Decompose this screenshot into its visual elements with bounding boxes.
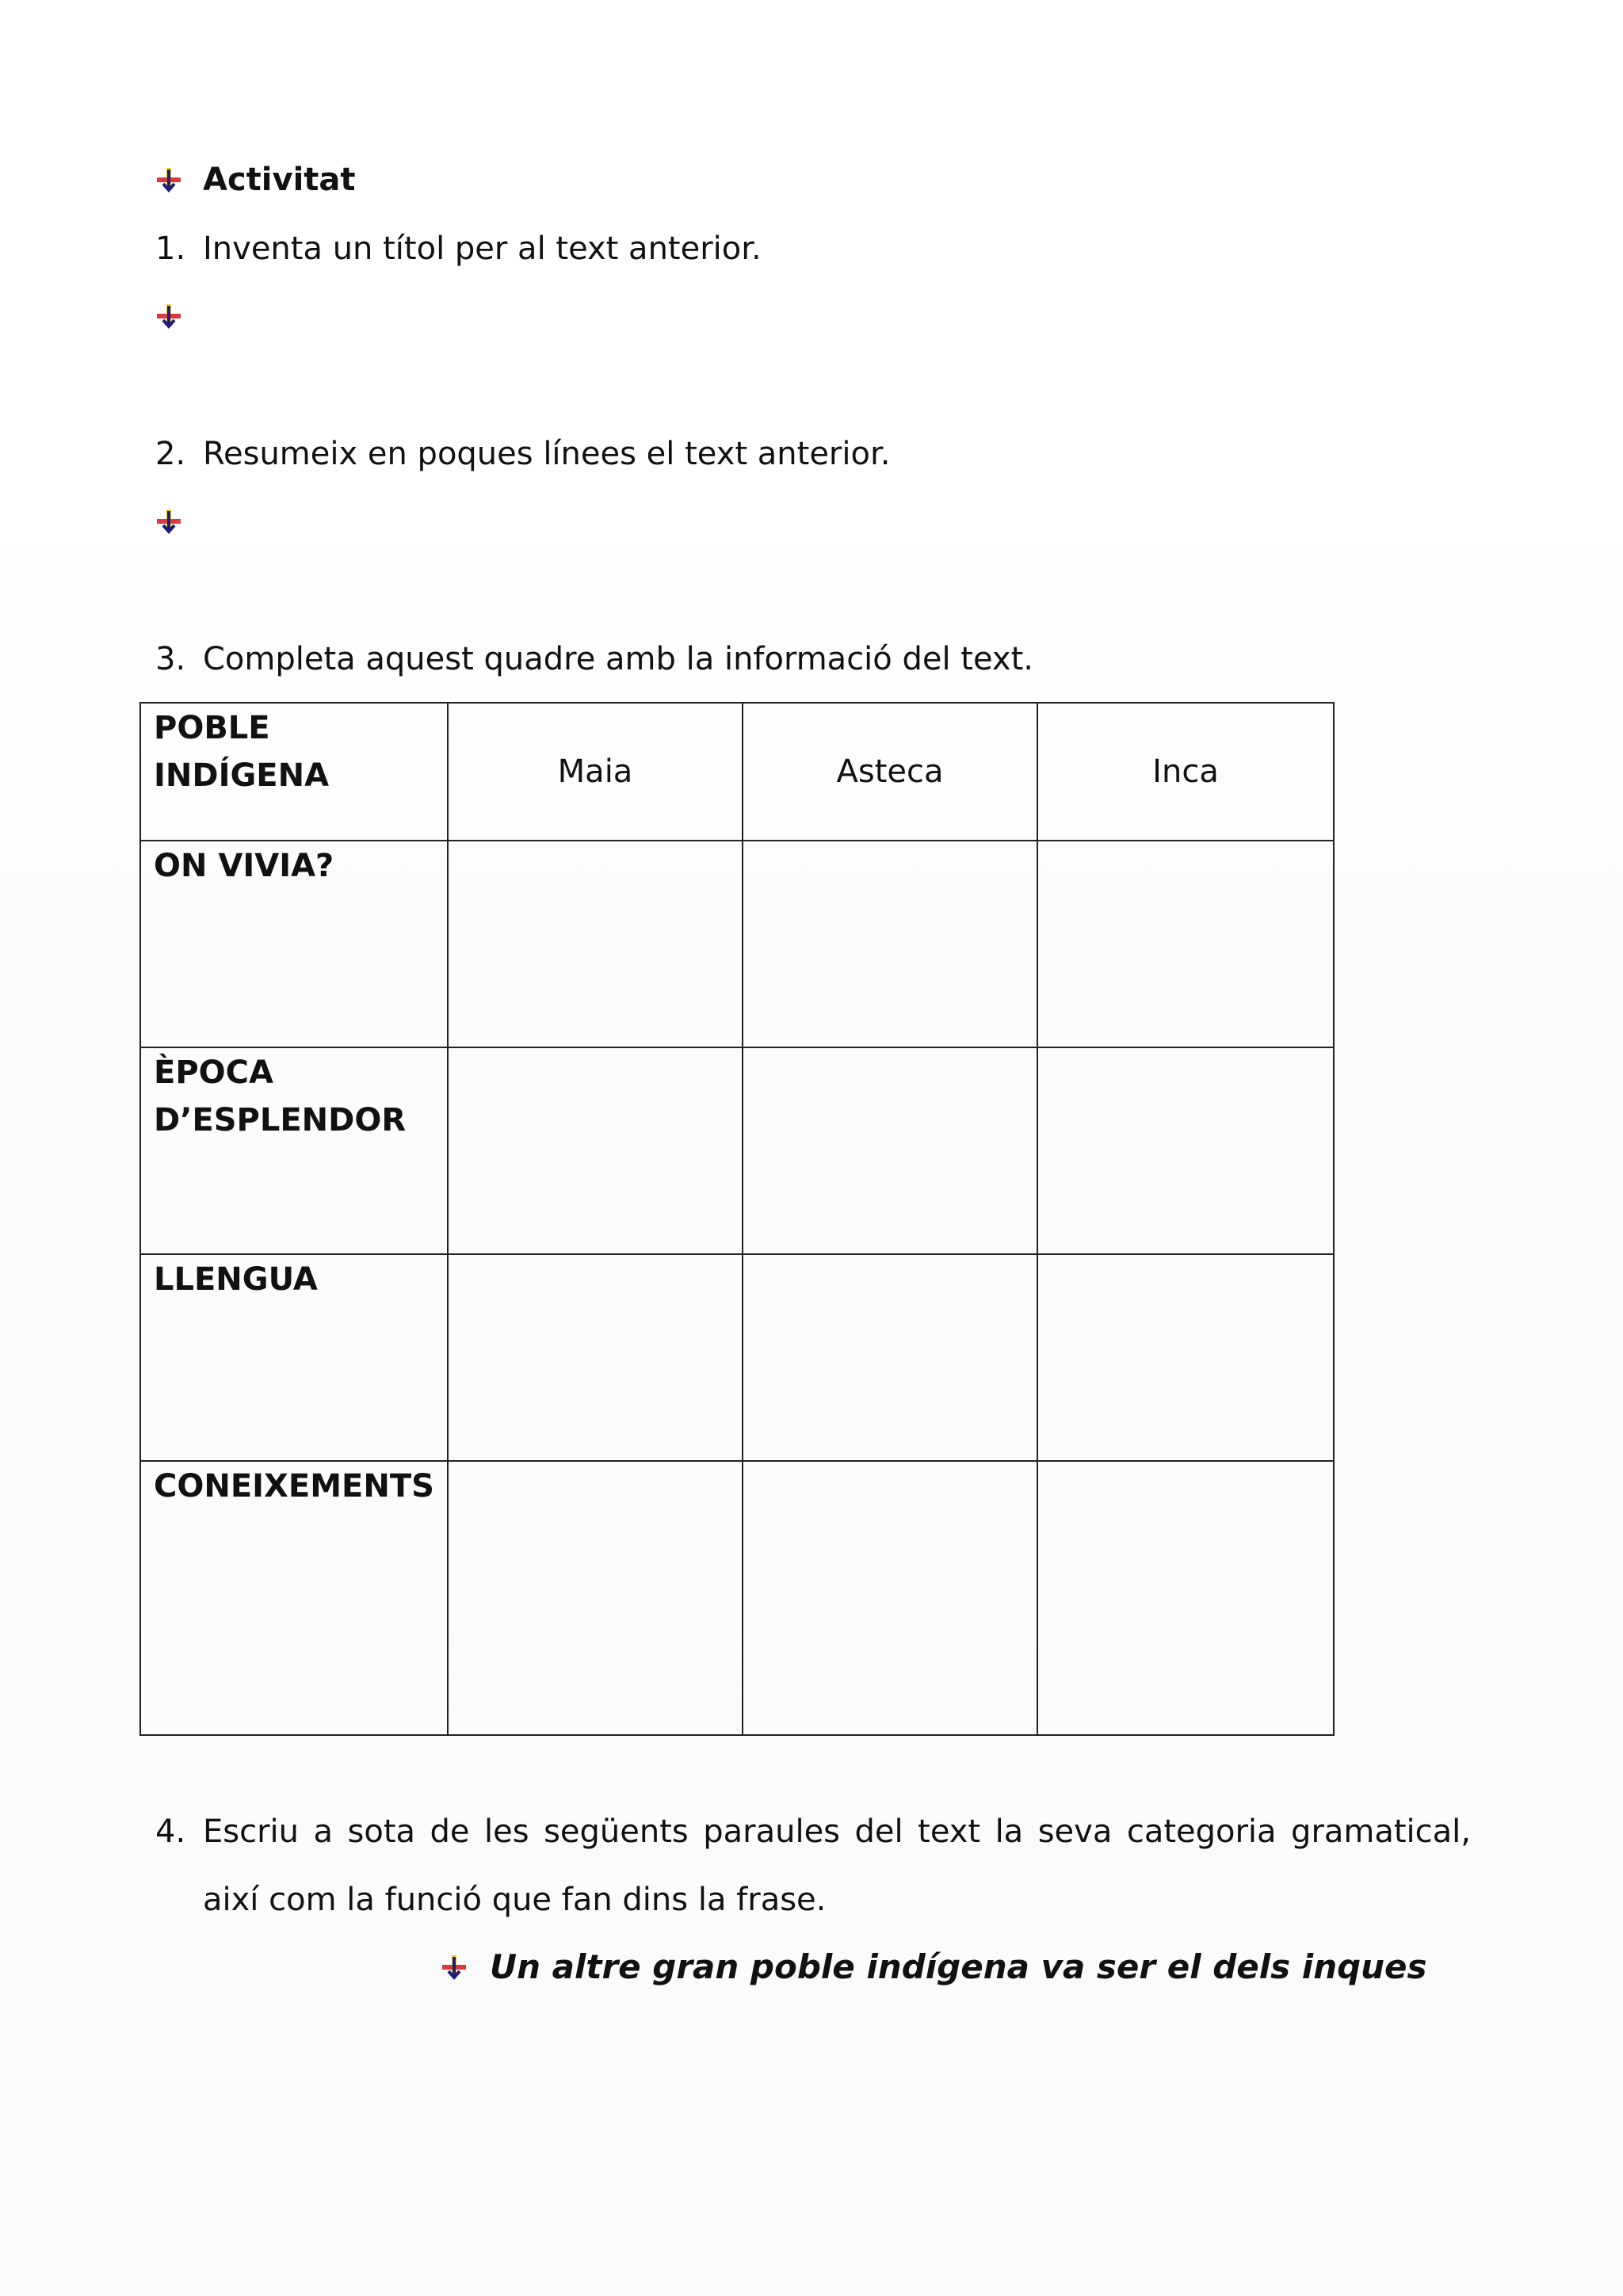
row-label-text: ÈPOCA [154,1055,273,1091]
activity-heading: Activitat [203,162,356,198]
table-row [140,1461,1334,1735]
table-row [140,1254,1334,1461]
row-label-text: CONEIXEMENTS [154,1468,434,1505]
table-cell[interactable] [743,841,1037,1047]
table-cell[interactable] [743,1047,1037,1254]
table-cell[interactable] [743,1461,1037,1735]
table-row [140,1047,1334,1254]
column-header-asteca: Asteca [743,703,1037,841]
corner-label-cell [140,703,448,841]
row-label-coneixements [140,1461,448,1735]
bullet-arrow-icon [155,508,182,535]
question-4-text: Escriu a sota de les següents paraules del text la seva categoria gramatical, així com la funció que fan dins la frase. [203,1814,1471,1918]
question-1-number: 1. [155,231,186,267]
row-label-llengua [140,1254,448,1461]
row-label-text-line2: D’ESPLENDOR [154,1102,407,1138]
table-cell[interactable] [1037,841,1334,1047]
bullet-arrow-icon [155,303,182,330]
row-label-epoca-esplendor [140,1047,448,1254]
bullet-arrow-icon [155,166,182,193]
table-cell[interactable] [448,1047,743,1254]
example-sentence: Un altre gran poble indígena va ser el dels inques [490,1947,1427,1986]
question-2-text: Resumeix en poques línees el text anterior. [203,436,891,472]
question-4-number: 4. [155,1814,186,1850]
corner-label-line1: POBLE [154,710,270,746]
column-header-inca: Inca [1037,703,1334,841]
row-label-text: ON VIVIA? [154,848,334,884]
table-header-row [140,703,1334,841]
table-cell[interactable] [743,1254,1037,1461]
bullet-arrow-icon [441,1954,468,1981]
table-cell[interactable] [448,1461,743,1735]
table-cell[interactable] [1037,1254,1334,1461]
table-row [140,841,1334,1047]
question-3-number: 3. [155,641,186,677]
indigenous-peoples-table [139,702,1335,1736]
row-label-text: LLENGUA [154,1261,318,1298]
table-cell[interactable] [1037,1461,1334,1735]
table-cell[interactable] [448,1254,743,1461]
question-2-number: 2. [155,436,186,472]
table-cell[interactable] [448,841,743,1047]
question-1-text: Inventa un títol per al text anterior. [203,231,762,267]
question-3-text: Completa aquest quadre amb la informació del text. [203,641,1033,677]
row-label-on-vivia [140,841,448,1047]
corner-label-line2: INDÍGENA [154,757,330,794]
table-cell[interactable] [1037,1047,1334,1254]
column-header-maia: Maia [448,703,743,841]
